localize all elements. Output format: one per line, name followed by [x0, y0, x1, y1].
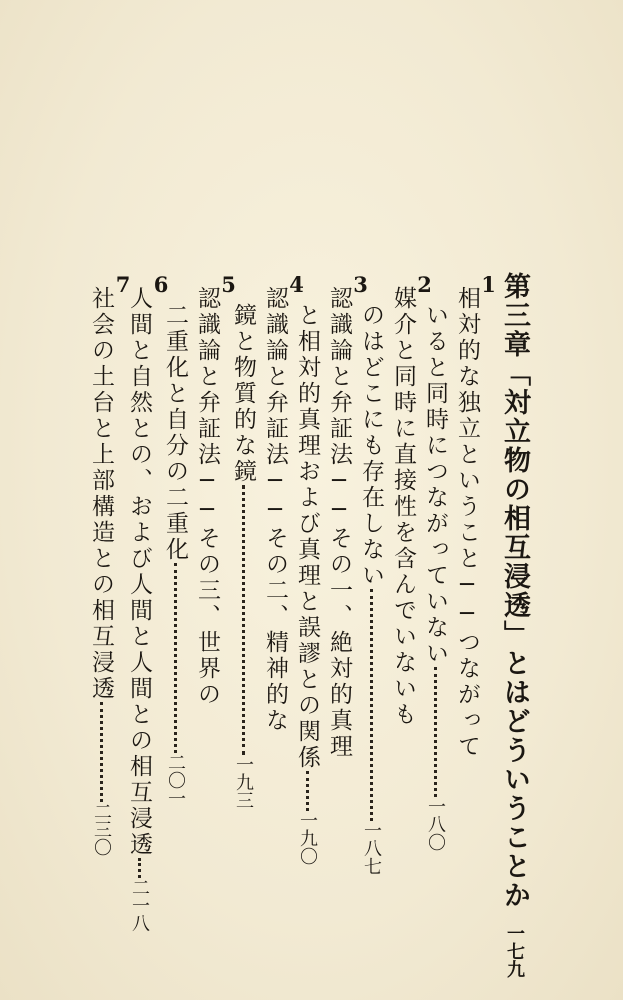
leader-dots	[100, 702, 103, 802]
entry-title-line1: 認識論と弁証法──その二、精神的な	[262, 286, 288, 734]
entry-title-line1: 媒介と同時に直接性を含んでいないも	[390, 286, 416, 728]
entry-page-number: 一八七	[361, 821, 382, 875]
entry-number: 6	[148, 272, 174, 300]
toc-entry-6[interactable]	[127, 272, 172, 932]
entry-title-line2: のはどこにも存在しない	[358, 303, 384, 589]
entry-page-number: 一八〇	[425, 797, 446, 851]
entry-title: 人間と自然との、および人間と人間との相互浸透	[126, 286, 152, 858]
entry-title-line1: 認識論と弁証法──その一、絶対的真理	[326, 286, 352, 760]
entry-number: 1	[476, 272, 501, 300]
entry-title-line2: 鏡と物質的な鏡	[230, 303, 256, 485]
entry-page-number: 二一八	[129, 878, 150, 932]
entry-title-line1: 相対的な独立ということ──つながって	[454, 286, 480, 760]
chapter-title: 第三章「対立物の相互浸透」とはどういうことか	[499, 272, 530, 910]
entry-title-line2: 二重化と自分の二重化	[162, 303, 188, 563]
leader-dots	[242, 485, 245, 755]
entry-title-line1: 認識論と弁証法──その三、世界の	[194, 286, 220, 708]
entry-page-number: 二〇一	[165, 753, 186, 807]
leader-dots	[174, 563, 177, 753]
leader-dots	[138, 858, 141, 878]
entry-number: 4	[284, 272, 309, 300]
entry-title-line2: いると同時につながっていない	[422, 303, 448, 667]
toc-entry-3[interactable]	[327, 272, 371, 760]
toc-entry-5[interactable]	[195, 272, 239, 708]
entry-title-line2: と相対的真理および真理と誤謬との関係	[294, 303, 320, 771]
entry-number: 3	[348, 272, 373, 300]
leader-dots	[306, 771, 309, 811]
toc-entry-2[interactable]	[391, 272, 435, 728]
toc-entry-7[interactable]	[89, 272, 134, 856]
entry-title: 社会の土台と上部構造との相互浸透	[88, 286, 114, 702]
entry-number: 7	[110, 272, 136, 300]
entry-number: 2	[412, 272, 437, 300]
entry-number: 5	[216, 272, 241, 300]
toc-entry-1[interactable]	[455, 272, 499, 792]
entry-page-number: 一九〇	[297, 811, 318, 865]
entry-page-number: 一九三	[233, 755, 254, 809]
entry-page-number: 二三〇	[91, 802, 112, 856]
toc-entry-4[interactable]	[263, 272, 307, 734]
chapter-page-number: 一七九	[504, 924, 525, 978]
chapter-heading	[496, 272, 530, 978]
